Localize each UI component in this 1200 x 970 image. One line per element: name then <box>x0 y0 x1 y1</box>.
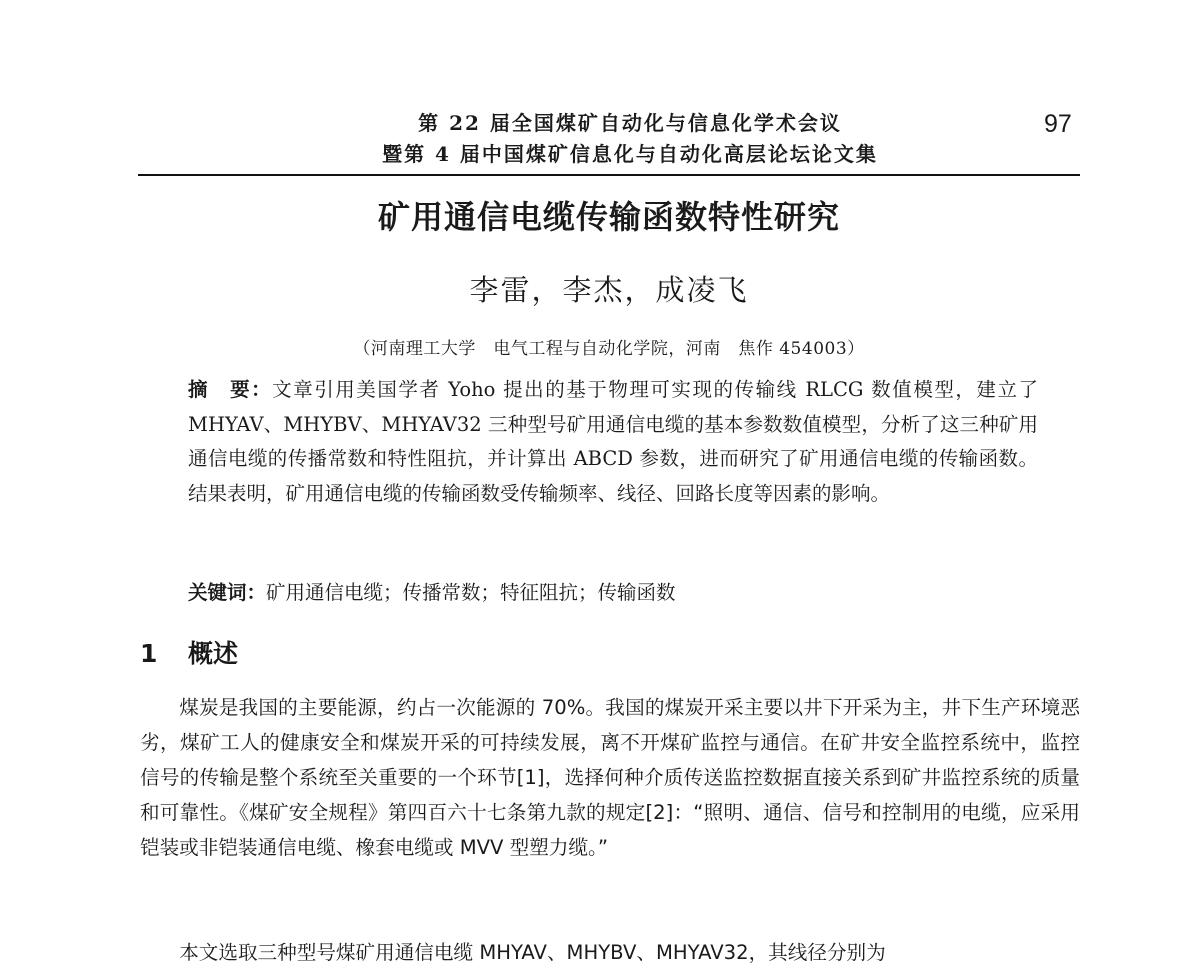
running-head <box>330 108 930 170</box>
section-heading <box>140 634 238 670</box>
affiliation: （河南理工大学 电气工程与自动化学院，河南 焦作 454003） <box>353 339 865 359</box>
page-number: 97 <box>1044 110 1072 138</box>
keywords <box>188 576 1038 610</box>
header-divider <box>138 174 1080 176</box>
section-number: 1 <box>140 639 158 668</box>
keywords-label: 关键词： <box>188 581 267 604</box>
abstract <box>188 373 1038 511</box>
paper-title: 矿用通信电缆传输函数特性研究 <box>377 198 840 236</box>
keywords-text: 矿用通信电缆；传播常数；特征阻抗；传输函数 <box>266 581 676 604</box>
body-paragraph-cut-off: 本文选取三种型号煤矿用通信电缆 MHYAV、MHYBV、MHYAV32，其线径分别为 <box>179 941 886 964</box>
abstract-label: 摘 要： <box>188 378 273 401</box>
section-title: 概述 <box>188 639 239 668</box>
author-list: 李雷，李杰，成凌飞 <box>469 273 749 307</box>
running-head-line-1: 第 22 届全国煤矿自动化与信息化学术会议 <box>418 111 842 135</box>
body-paragraph: 煤炭是我国的主要能源，约占一次能源的 70%。我国的煤炭开采主要以井下开采为主，井下生产环境恶劣，煤矿工人的健康安全和煤炭开采的可持续发展，离不开煤矿监控与通信。在矿井安全监控系统中，监控信号的传输是整个系统至关重要的一个环节[1]，选择何种介质传送监控数据直接关系到矿井监控系统的质量和可靠性。《煤矿安全规程》第四百六十七条第九款的规定[2]：“照明、通信、信号和控制用的电缆，应采用铠装或非铠装通信电缆、橡套电缆或 MVV 型塑力缆。” <box>140 696 1080 859</box>
abstract-text: 文章引用美国学者 Yoho 提出的基于物理可实现的传输线 RLCG 数值模型，建立了 MHYAV、MHYBV、MHYAV32 三种型号矿用通信电缆的基本参数数值模型，分析了这三种矿用通信电缆的传播常数和特性阻抗，并计算出 ABCD 参数，进而研究了矿用通信电缆的传输函数。结果表明，矿用通信电缆的传输函数受传输频率、线径、回路长度等因素的影响。 <box>188 378 1038 505</box>
running-head-line-2: 暨第 4 届中国煤矿信息化与自动化高层论坛论文集 <box>382 142 878 166</box>
